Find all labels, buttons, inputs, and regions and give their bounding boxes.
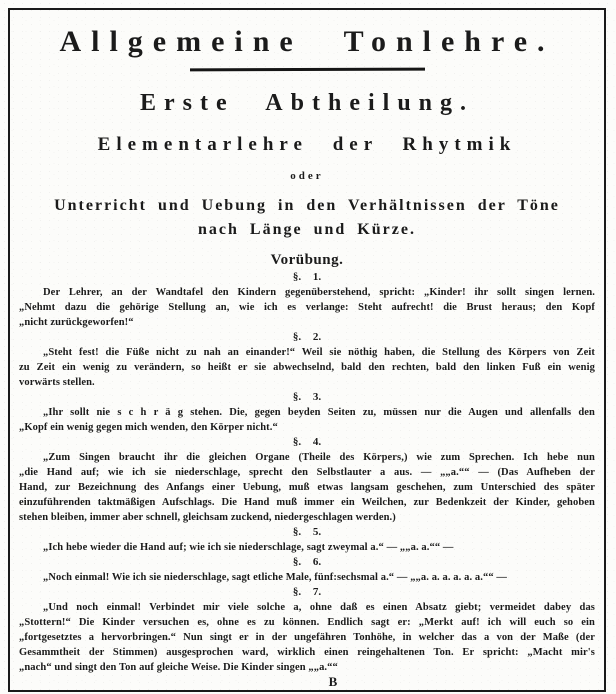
paragraph-line: „nach“ und singt den Ton auf gleiche Weise. Die Kinder singen „„a.““ bbox=[19, 662, 338, 673]
section-number: §. 3. bbox=[292, 391, 322, 403]
section-number: §. 7. bbox=[292, 586, 322, 598]
section bbox=[19, 331, 595, 390]
paragraph-line: „Kopf ein wenig gegen mich wenden, den Körper nicht.“ bbox=[19, 422, 278, 433]
title-divider-rule bbox=[189, 68, 424, 72]
paragraph-line: stehen bleiben, immer aber schnell, gleichsam zuckend, niedergeschlagen werden.) bbox=[19, 512, 396, 523]
paragraph-line: „Stottern!“ Die Kinder versuchen es, ohne es zu können. Endlich sagt er: „Merkt auf! ich will euch so ein bbox=[19, 617, 595, 628]
paragraph-line: „die Hand auf; wie ich sie niederschlage, sprecht den Selbstlauter a aus. — „„a.““ — (Das Aufheben der bbox=[19, 467, 595, 478]
section-heading: Erste Abtheilung. bbox=[139, 90, 475, 116]
section bbox=[19, 271, 595, 330]
page-title: Allgemeine Tonlehre. bbox=[59, 25, 555, 58]
signature-mark: B bbox=[328, 674, 338, 689]
paragraph-line: „fortgesetztes a hervorbringen.“ Nun singt er in der ungefähren Tonhöhe, in welcher das a von der Maße (der bbox=[19, 632, 595, 643]
paragraph-line: „nicht zurückgeworfen!“ bbox=[19, 317, 134, 328]
paragraph-line: „Und noch einmal! Verbindet mir viele solche a, ohne daß es einen Absatz giebt; vermeidet dabey das bbox=[43, 602, 595, 613]
section-number: §. 6. bbox=[292, 556, 322, 568]
paragraph-line: „Ihr sollt nie s c h r ä g stehen. Die, gegen beyden Seiten zu, müssen nur die Augen und allenfalls den bbox=[43, 407, 595, 418]
paragraph-line: „Noch einmal! Wie ich sie niederschlage, sagt etliche Male, fünf:sechsmal a.“ — „„a. a. a. a. a. a.““ — bbox=[43, 572, 507, 583]
paragraph-line: Gesammtheit der Stimmen) ausgesprochen ward, wirklich einen reingehaltenen Ton. Er spricht: „Macht mir's bbox=[19, 647, 595, 658]
subtitle-line-1: Unterricht und Uebung in den Verhältnissen der Töne bbox=[54, 197, 560, 214]
paragraph-line: „Nehmt dazu die gehörige Stellung an, wie ich es verlange: Steht aufrecht! die Brust heraus; den Kopf bbox=[19, 302, 595, 313]
sections-container bbox=[19, 271, 595, 675]
exercise-heading: Vorübung. bbox=[270, 252, 344, 268]
paragraph-line: einzuführenden taktmäßigen Aufschlags. Die Hand muß immer ein Weilchen, zur Bedenkzeit der Kinder, gehoben bbox=[19, 497, 595, 508]
section bbox=[19, 586, 595, 675]
subject-heading: Elementarlehre der Rhytmik bbox=[97, 134, 517, 155]
subtitle-line-2: nach Länge und Kürze. bbox=[198, 221, 416, 238]
section-number: §. 5. bbox=[292, 526, 322, 538]
paragraph-line: Der Lehrer, an der Wandtafel den Kindern gegenüberstehend, spricht: „Kinder! ihr sollt singen lernen. bbox=[43, 287, 595, 298]
section bbox=[19, 526, 595, 555]
section-number: §. 1. bbox=[292, 271, 322, 283]
section bbox=[19, 436, 595, 525]
paragraph-line: „Steht fest! die Füße nicht zu nah an einander!“ Weil sie nöthig haben, die Stellung des Körpers von Zeit bbox=[43, 347, 595, 358]
paragraph-line: vorwärts stellen. bbox=[19, 377, 95, 388]
connector-word: oder bbox=[290, 170, 324, 182]
paragraph-line: Hand, zur Bezeichnung des Anfangs einer Uebung, muß etwas langsam geschehen, zum Unterschied des später bbox=[19, 482, 595, 493]
paragraph-line: „Ich hebe wieder die Hand auf; wie ich sie niederschlage, sagt zweymal a.“ — „„a. a.““ — bbox=[43, 542, 454, 553]
section bbox=[19, 391, 595, 435]
section-number: §. 2. bbox=[292, 331, 322, 343]
paragraph-line: „Zum Singen braucht ihr die gleichen Organe (Theile des Körpers,) wie zum Sprechen. Ich hebe nun bbox=[43, 452, 595, 463]
section-number: §. 4. bbox=[292, 436, 322, 448]
paragraph-line: zu Zeit ein wenig zu verändern, so heißt er sie abwechselnd, bald den rechten, bald den linken Fuß ein wenig bbox=[19, 362, 595, 373]
section bbox=[19, 556, 595, 585]
page-border-frame bbox=[8, 8, 606, 692]
